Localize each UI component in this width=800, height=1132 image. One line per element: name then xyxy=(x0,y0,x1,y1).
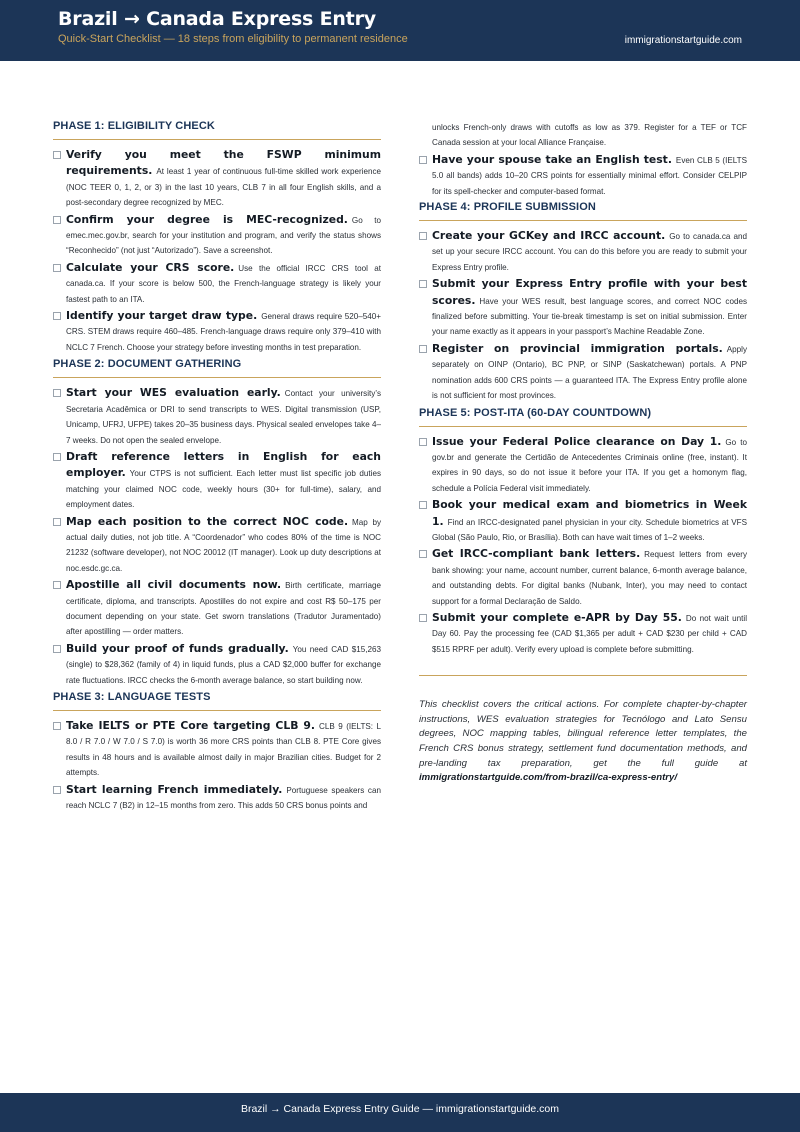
checklist-item xyxy=(53,385,381,448)
checklist-item xyxy=(53,260,381,307)
item-title: Book your medical exam and biometrics in Week 1. xyxy=(432,498,747,528)
checkbox[interactable] xyxy=(53,312,61,320)
phase-1 xyxy=(53,120,381,355)
closing-text: This checklist covers the critical actions. For complete chapter-by-chapter instructions, WES evaluation strategies for Tecnólogo and Lato Sensu degrees, NOC mapping tables, bilingual reference letter templates, the French CRS bonus strategy, settlement fund documentation methods, and pre-landing tax preparation, get the full guide at xyxy=(419,699,747,769)
checklist-item xyxy=(419,434,747,497)
checklist-item xyxy=(419,228,747,275)
checkbox[interactable] xyxy=(53,645,61,653)
checklist-item xyxy=(53,782,381,814)
checkbox[interactable] xyxy=(53,264,61,272)
checklist-item xyxy=(419,276,747,340)
item-title: Start your WES evaluation early. xyxy=(66,386,281,400)
header-site-link[interactable]: immigrationstartguide.com xyxy=(624,35,742,46)
checklist-item xyxy=(53,308,381,355)
item-description: Go to gov.br and generate the Certidão de Antecedentes Criminais online (free, instant). It expires in 90 days, so do not issue it before your ITA. If you get a homonym flag, schedule a Polícia Federal visit immediately. xyxy=(432,437,748,493)
checkbox[interactable] xyxy=(53,581,61,589)
checkbox[interactable] xyxy=(53,151,61,159)
item-description: Have your WES result, best language scores, and correct NOC codes finalized before submitting. Your tie-break timestamp is set on initial submission. Enter your name exactly as it appears in your passport’s Machine Readable Zone. xyxy=(432,296,747,337)
page-footer xyxy=(0,1093,800,1132)
item-description: Apply separately on OINP (Ontario), BC PNP, or SINP (Saskatchewan) portals. A PNP nomination adds 600 CRS points — a guaranteed ITA. The Express Entry profile alone is not sufficient for most provinces. xyxy=(432,344,747,401)
phase-5 xyxy=(419,407,747,658)
item-description: Go to emec.mec.gov.br, search for your institution and program, and verify the status shows “Reconhecido” (not just “Autorizado”). Save a screenshot. xyxy=(66,215,382,256)
phase-heading: PHASE 1: ELIGIBILITY CHECK xyxy=(53,120,381,140)
phase-3 xyxy=(53,691,381,813)
checkbox[interactable] xyxy=(419,345,427,353)
checkbox[interactable] xyxy=(419,614,427,622)
checkbox[interactable] xyxy=(419,550,427,558)
item-title: Map each position to the correct NOC code. xyxy=(66,514,349,528)
closing-note xyxy=(419,698,747,786)
checklist-item xyxy=(53,514,381,577)
checklist-item xyxy=(53,449,381,513)
checkbox[interactable] xyxy=(53,786,61,794)
phase-heading: PHASE 2: DOCUMENT GATHERING xyxy=(53,358,381,378)
checkbox[interactable] xyxy=(419,438,427,446)
item-description: Use the official IRCC CRS tool at canada.ca. If your score is below 500, the French-language strategy is likely your fastest path to an ITA. xyxy=(66,263,382,304)
item-title: Take IELTS or PTE Core targeting CLB 9. xyxy=(66,719,316,732)
item-title: Register on provincial immigration portals. xyxy=(432,341,723,355)
page-title: Brazil → Canada Express Entry xyxy=(58,8,376,30)
item-description: You need CAD $15,263 (single) to $28,362 (family of 4) in liquid funds, plus a CAD $2,000 buffer for exchange rate fluctuations. IRCC checks the 6-month average balance, so start building now. xyxy=(66,644,381,685)
page-subtitle: Quick-Start Checklist — 18 steps from eligibility to permanent residence xyxy=(58,33,408,45)
checkbox[interactable] xyxy=(53,453,61,461)
phase-heading: PHASE 4: PROFILE SUBMISSION xyxy=(419,201,747,221)
checkbox[interactable] xyxy=(419,232,427,240)
item-title: Verify you meet the FSWP minimum requirements. xyxy=(66,148,381,178)
phase-heading: PHASE 3: LANGUAGE TESTS xyxy=(53,691,381,711)
checklist-item xyxy=(53,641,381,688)
item-description: Your CTPS is not sufficient. Each letter must list specific job duties matching your claimed NOC code, weekly hours (30+ for full-time), salary, and employment dates. xyxy=(66,469,381,510)
checklist-item xyxy=(419,152,747,199)
item-description-continued: unlocks French-only draws with cutoffs as low as 379. Register for a TEF or TCF Canada session at your local Alliance Française. xyxy=(432,123,747,148)
full-guide-link[interactable]: immigrationstartguide.com/from-brazil/ca-express-entry/ xyxy=(419,772,678,784)
item-title: Identify your target draw type. xyxy=(66,309,258,323)
checklist-item xyxy=(53,718,381,781)
checkbox[interactable] xyxy=(53,722,61,730)
checkbox[interactable] xyxy=(53,216,61,224)
item-title: Draft reference letters in English for each employer. xyxy=(66,449,381,480)
checkbox[interactable] xyxy=(419,280,427,288)
closing-divider xyxy=(419,675,747,676)
item-title: Create your GCKey and IRCC account. xyxy=(432,229,666,243)
item-title: Apostille all civil documents now. xyxy=(66,578,282,592)
checkbox[interactable] xyxy=(53,389,61,397)
item-description: General draws require 520–540+ CRS. STEM draws require 460–485. French-language draws require only 379–410 with NCLC 7 French. Choose your strategy before investing months in test preparation. xyxy=(66,312,382,352)
item-title: Start learning French immediately. xyxy=(66,782,283,796)
checkbox[interactable] xyxy=(419,501,427,509)
item-description: Portuguese speakers can reach NCLC 7 (B2) in 12–15 months from zero. This adds 50 CRS bonus points and xyxy=(66,785,381,811)
item-title: Submit your complete e-APR by Day 55. xyxy=(432,610,682,624)
checkbox[interactable] xyxy=(419,156,427,164)
checklist-item xyxy=(419,546,747,609)
item-description: Find an IRCC-designated panel physician in your city. Schedule biometrics at VFS Global (São Paulo, Rio, or Brasília). Both can have wait times of 1–2 weeks. xyxy=(432,517,747,542)
checklist-item xyxy=(53,147,381,211)
item-title: Get IRCC-compliant bank letters. xyxy=(432,547,641,561)
item-description: Contact your university’s Secretaria Acadêmica or DRI to send transcripts to WES. Digital transmission (USP, Unicamp, UFRJ, UFPE) takes 20–35 business days. Physical sealed envelopes take 4–7 weeks. Do not open the sealed envelope. xyxy=(66,389,381,445)
item-description: Map by actual daily duties, not job title. A “Coordenador” who codes 80% of the time is NOC 21232 (software developer), not NOC 20012 (IT manager). Look up duty descriptions at noc.esdc.gc.ca. xyxy=(66,517,381,573)
item-title: Issue your Federal Police clearance on Day 1. xyxy=(432,434,722,448)
phase-4 xyxy=(419,201,747,403)
checklist-item xyxy=(419,341,747,404)
item-title: Submit your Express Entry profile with your best scores. xyxy=(432,277,747,307)
item-title: Calculate your CRS score. xyxy=(66,260,235,274)
item-description: Birth certificate, marriage certificate, diploma, and transcripts. Apostilles do not expire and cost R$ 50–175 per document depending on your state. Get sworn translations (Tradutor Juramentado) after apostilling — order matters. xyxy=(66,581,381,637)
right-column xyxy=(419,120,747,786)
footer-text: Brazil → Canada Express Entry Guide — immigrationstartguide.com xyxy=(240,1103,560,1115)
item-description: CLB 9 (IELTS: L 8.0 / R 7.0 / W 7.0 / S 7.0) is worth 36 more CRS points than CLB 8. PTE Core gives results in 48 hours and is available almost daily in major Brazilian cities. Budget for 2 attempts. xyxy=(66,722,381,778)
item-title: Confirm your degree is MEC-recognized. xyxy=(66,212,348,226)
item-description: Do not wait until Day 60. Pay the processing fee (CAD $1,365 per adult + CAD $230 per child + CAD $515 RPRF per adult). Verify every upload is complete before submitting. xyxy=(432,613,747,654)
checklist-item xyxy=(53,212,381,259)
page-header xyxy=(0,0,800,61)
item-title: Have your spouse take an English test. xyxy=(432,152,672,166)
checklist-item xyxy=(419,610,747,657)
item-description: Go to canada.ca and set up your secure IRCC account. You can do this before you are ready to submit your Express Entry profile. xyxy=(432,232,747,272)
item-description: Request letters from every bank showing: your name, account number, current balance, 6-month average balance, and outstanding debts. For digital banks (Nubank, Inter), you may need to contact support for a formal Declaração de Saldo. xyxy=(432,550,747,606)
item-title: Build your proof of funds gradually. xyxy=(66,641,289,655)
checklist-item xyxy=(53,577,381,640)
checklist-item xyxy=(419,497,747,545)
item-description: Even CLB 5 (IELTS 5.0 all bands) adds 10–20 CRS points for essentially minimal effort. Consider CELPIP for its spell-checker and computer-based format. xyxy=(432,155,747,196)
left-column xyxy=(53,118,381,816)
phase-2 xyxy=(53,358,381,688)
item-description: At least 1 year of continuous full-time skilled work experience (NOC TEER 0, 1, 2, or 3) in the last 10 years, CLB 7 in all four English skills, and a post-secondary degree recognized by MEC. xyxy=(66,167,381,208)
phase-heading: PHASE 5: POST-ITA (60-DAY COUNTDOWN) xyxy=(419,407,747,427)
checkbox[interactable] xyxy=(53,518,61,526)
